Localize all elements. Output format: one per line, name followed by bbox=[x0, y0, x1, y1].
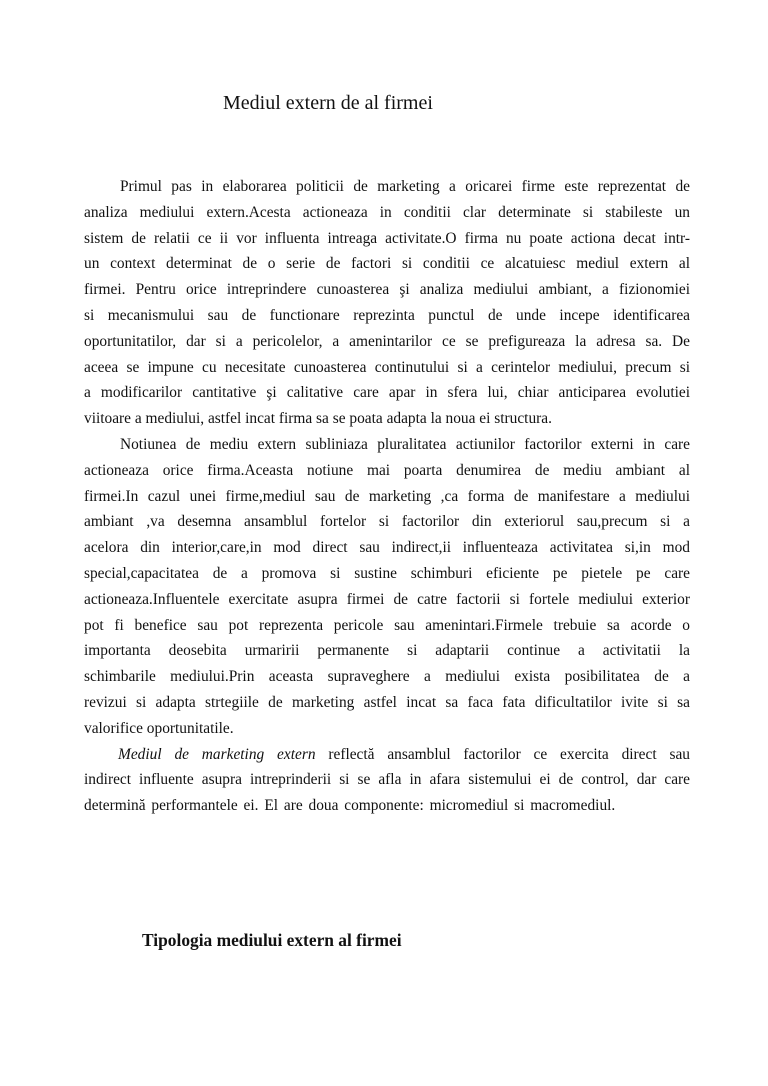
text-line: schimbarile mediului.Prin aceasta supraveghere a mediului exista posibilitatea de a bbox=[84, 668, 690, 686]
text-line: importanta deosebita urmaririi permanente si adaptarii continue a activitatii la bbox=[84, 642, 690, 660]
text-line: Notiunea de mediu extern subliniaza pluralitatea actiunilor factorilor externi in care bbox=[120, 435, 690, 453]
document-title: Mediul extern de al firmei bbox=[223, 92, 433, 114]
text-line: special,capacitatea de a promova si sustine schimburi eficiente pe pietele pe care bbox=[84, 564, 690, 582]
document-body bbox=[84, 174, 690, 819]
text-line: Primul pas in elaborarea politicii de marketing a oricarei firme este reprezentat de bbox=[120, 178, 690, 195]
text-line: aceea se impune cu necesitate cunoasterea continutului si a cerintelor mediului, precum si bbox=[84, 358, 690, 376]
text-line: actioneaza.Influentele exercitate asupra firmei de catre factorii si fortele mediului exterior bbox=[84, 590, 690, 608]
text-line: sistem de relatii ce ii vor influenta intreaga activitate.O firma nu poate actiona decat intr- bbox=[84, 229, 690, 247]
paragraph-notion bbox=[84, 432, 690, 742]
text-line: indirect influente asupra intreprinderii si se afla in afara sistemului ei de control, dar care bbox=[84, 771, 690, 789]
italic-term: Mediul de marketing extern bbox=[118, 745, 316, 763]
text-line: analiza mediului extern.Acesta actioneaza in conditii clar determinate si stabileste un bbox=[84, 203, 690, 221]
paragraph-definition bbox=[84, 742, 690, 819]
text-line: oportunitatilor, dar si a pericolelor, a amenintarilor ce se prefigureaza la adresa sa. De bbox=[84, 332, 690, 350]
text-line: si mecanismului sau de functionare reprezinta punctul de unde incepe identificarea bbox=[84, 306, 690, 324]
text-line: valorifice oportunitatile. bbox=[84, 719, 234, 737]
paragraph-intro bbox=[84, 174, 690, 432]
section-heading: Tipologia mediului extern al firmei bbox=[142, 930, 402, 950]
text-line: un context determinat de o serie de factori si conditii ce alcatuiesc mediul extern al bbox=[84, 255, 690, 273]
text-line: revizui si adapta strtegiile de marketing astfel incat sa faca fata dificultatilor ivite si sa bbox=[84, 693, 690, 711]
text-line: actioneaza orice firma.Aceasta notiune mai poarta denumirea de mediu ambiant al bbox=[84, 461, 690, 479]
text-line: determină performantele ei. El are doua componente: micromediul si macromediul. bbox=[84, 797, 616, 815]
text-line: viitoare a mediului, astfel incat firma sa se poata adapta la noua ei structura. bbox=[84, 410, 552, 428]
text-line bbox=[84, 742, 690, 768]
text-line: ambiant ,va desemna ansamblul fortelor si factorilor din exteriorul sau,precum si a bbox=[84, 513, 690, 531]
text-line: a modificarilor cantitative şi calitative care apar in sfera lui, chiar anticiparea evolutiei bbox=[84, 384, 690, 402]
text-line-rest: reflectă ansamblul factorilor ce exercita direct sau bbox=[315, 745, 690, 763]
text-line: acelora din interior,care,in mod direct sau indirect,ii influenteaza activitatea si,in mod bbox=[84, 539, 690, 557]
text-line: pot fi benefice sau pot reprezenta pericole sau amenintari.Firmele trebuie sa acorde o bbox=[84, 616, 690, 634]
text-line: firmei. Pentru orice intreprindere cunoasterea şi analiza mediului ambiant, a fizionomiei bbox=[84, 281, 690, 299]
text-line: firmei.In cazul unei firme,mediul sau de marketing ,ca forma de manifestare a mediului bbox=[84, 487, 690, 505]
